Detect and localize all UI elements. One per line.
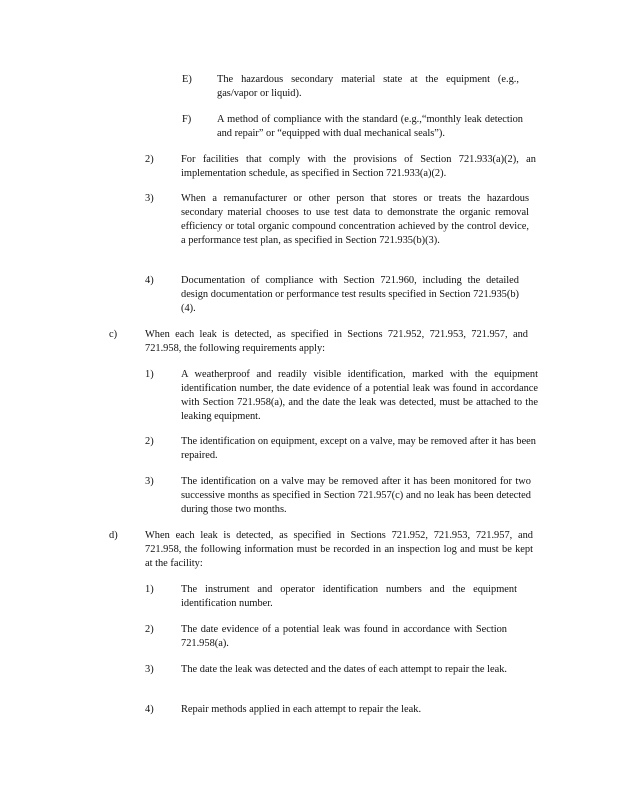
item-label: 1) [145, 584, 154, 595]
item-text: When each leak is detected, as specified in Sections 721.952, 721.953, 721.957, and 721.958, the following information must be recorded in an inspection log and must be kept at the facility: [145, 530, 533, 569]
item-text: A weatherproof and readily visible identification, marked with the equipment identification number, the date evidence of a potential leak was found in accordance with Section 721.958(a), and the date the leak was detected, must be attached to the leaking equipment. [181, 369, 538, 422]
item-label: 2) [145, 624, 154, 635]
item-text: The date evidence of a potential leak was found in accordance with Section 721.958(a). [181, 624, 507, 649]
item-text: The hazardous secondary material state at the equipment (e.g., gas/vapor or liquid). [217, 74, 519, 99]
item-text: The identification on a valve may be removed after it has been monitored for two successive months as specified in Section 721.957(c) and no leak has been detected during those two months. [181, 476, 531, 515]
item-label: c) [109, 329, 118, 340]
item-label: 3) [145, 664, 154, 675]
item-text: When each leak is detected, as specified in Sections 721.952, 721.953, 721.957, and 721.958, the following requirements apply: [145, 329, 528, 354]
item-text: The identification on equipment, except on a valve, may be removed after it has been repaired. [181, 436, 536, 461]
item-label: d) [109, 530, 118, 541]
item-label: F) [182, 114, 192, 125]
item-label: 3) [145, 476, 154, 487]
item-text: A method of compliance with the standard (e.g.,“monthly leak detection and repair” or “equipped with dual mechanical seals”). [217, 114, 523, 139]
item-label: E) [182, 74, 192, 85]
item-label: 2) [145, 154, 154, 165]
item-label: 3) [145, 193, 154, 204]
item-label: 1) [145, 369, 154, 380]
item-text: The date the leak was detected and the dates of each attempt to repair the leak. [181, 664, 507, 675]
item-text: The instrument and operator identification numbers and the equipment identification number. [181, 584, 517, 609]
item-label: 2) [145, 436, 154, 447]
item-text: For facilities that comply with the provisions of Section 721.933(a)(2), an implementation schedule, as specified in Section 721.933(a)(2). [181, 154, 536, 179]
item-label: 4) [145, 275, 154, 286]
item-label: 4) [145, 704, 154, 715]
item-text: Repair methods applied in each attempt to repair the leak. [181, 704, 422, 715]
item-text: When a remanufacturer or other person that stores or treats the hazardous secondary material chooses to use test data to demonstrate the organic removal efficiency or total organic compound concentration achieved by the control device, a performance test plan, as specified in Section 721.935(b)(3). [181, 193, 529, 246]
item-text: Documentation of compliance with Section 721.960, including the detailed design documentation or performance test results specified in Section 721.935(b)(4). [181, 275, 519, 314]
